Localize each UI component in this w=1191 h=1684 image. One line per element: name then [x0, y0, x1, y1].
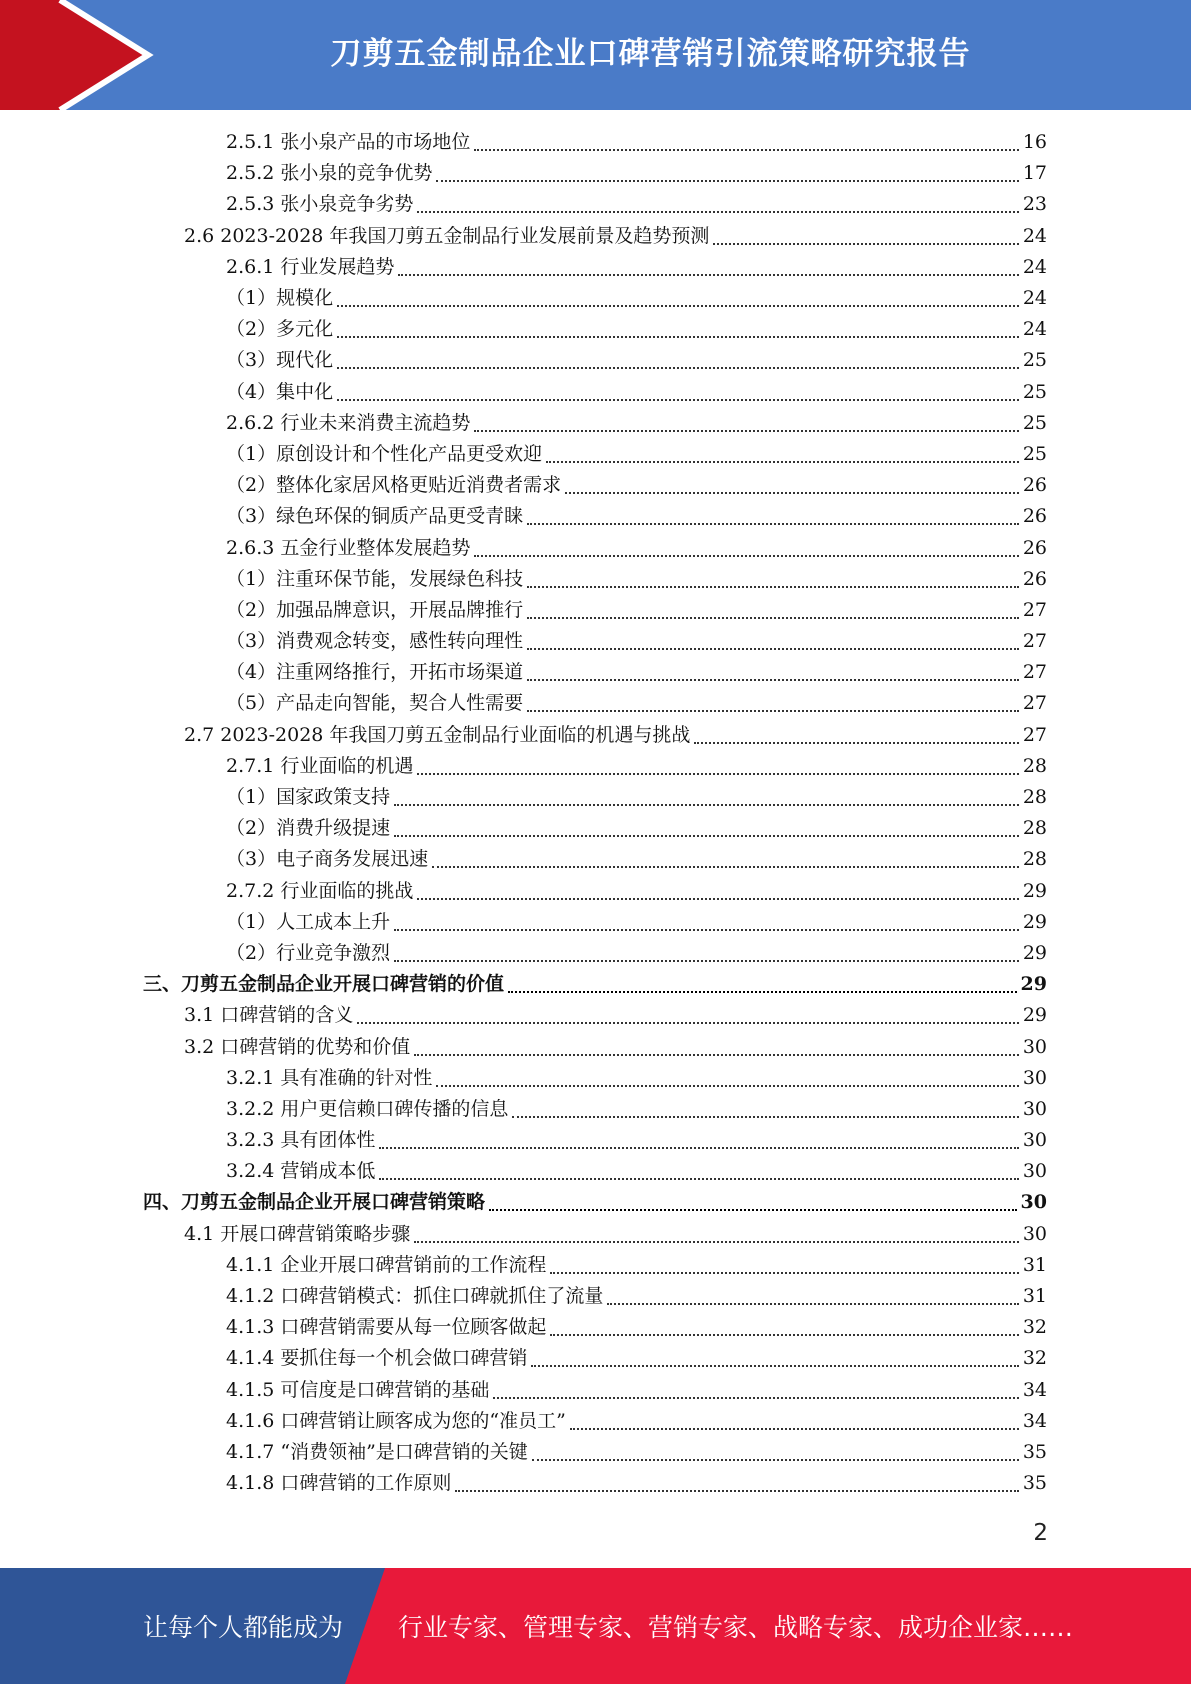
toc-entry-page: 24 [1022, 318, 1047, 341]
toc-entry[interactable] [0, 408, 1191, 439]
toc-entry-label: 2.5.1 张小泉产品的市场地位 [226, 131, 471, 154]
toc-dot-leader [550, 1333, 1018, 1336]
toc-dot-leader [550, 1271, 1018, 1274]
toc-dot-leader [527, 585, 1019, 588]
toc-entry[interactable] [0, 1156, 1191, 1187]
toc-entry-page: 30 [1020, 1191, 1047, 1214]
toc-entry-page: 26 [1022, 567, 1047, 590]
toc-entry[interactable] [0, 1250, 1191, 1281]
toc-entry-label: 2.5.3 张小泉竞争劣势 [226, 193, 414, 216]
toc-dot-leader [694, 741, 1018, 744]
toc-entry[interactable] [0, 751, 1191, 782]
toc-entry-page: 29 [1022, 1004, 1047, 1027]
toc-entry[interactable] [0, 938, 1191, 969]
toc-entry-page: 26 [1022, 474, 1047, 497]
toc-entry-label: （5）产品走向智能，契合人性需要 [226, 692, 524, 715]
toc-entry[interactable] [0, 626, 1191, 657]
toc-entry-label: 4.1.4 要抓住每一个机会做口碑营销 [226, 1347, 528, 1370]
toc-entry[interactable] [0, 1094, 1191, 1125]
toc-entry-label: 4.1.8 口碑营销的工作原则 [226, 1472, 452, 1495]
toc-entry-page: 24 [1022, 287, 1047, 310]
toc-entry[interactable] [0, 1281, 1191, 1312]
toc-entry-label: 2.5.2 张小泉的竞争优势 [226, 162, 433, 185]
toc-entry[interactable] [0, 564, 1191, 595]
toc-dot-leader [474, 554, 1018, 557]
toc-entry-label: （3）电子商务发展迅速 [226, 848, 429, 871]
toc-entry[interactable] [0, 1312, 1191, 1343]
toc-entry-page: 28 [1022, 848, 1047, 871]
toc-entry-label: 四、刀剪五金制品企业开展口碑营销策略 [143, 1191, 486, 1214]
toc-entry-label: 4.1.3 口碑营销需要从每一位顾客做起 [226, 1316, 547, 1339]
toc-entry[interactable] [0, 1375, 1191, 1406]
page-number: 2 [1033, 1520, 1048, 1546]
toc-dot-leader [394, 803, 1019, 806]
toc-entry-label: 3.2.3 具有团体性 [226, 1129, 376, 1152]
toc-dot-leader [432, 865, 1019, 868]
toc-entry-label: 4.1.2 口碑营销模式：抓住口碑就抓住了流量 [226, 1285, 604, 1308]
toc-dot-leader [474, 429, 1018, 432]
toc-entry[interactable] [0, 189, 1191, 220]
toc-entry[interactable] [0, 1406, 1191, 1437]
toc-entry-label: 3.2.2 用户更信赖口碑传播的信息 [226, 1097, 509, 1120]
toc-entry[interactable] [0, 283, 1191, 314]
toc-entry-page: 30 [1022, 1129, 1047, 1152]
toc-entry[interactable] [0, 252, 1191, 283]
toc-entry[interactable] [0, 688, 1191, 719]
toc-entry[interactable] [0, 595, 1191, 626]
toc-entry-page: 34 [1022, 1409, 1047, 1432]
toc-entry-page: 35 [1022, 1440, 1047, 1463]
toc-entry[interactable] [0, 1031, 1191, 1062]
toc-entry[interactable] [0, 470, 1191, 501]
toc-entry-label: 4.1.5 可信度是口碑营销的基础 [226, 1378, 490, 1401]
toc-entry-label: （1）注重环保节能，发展绿色科技 [226, 567, 524, 590]
toc-dot-leader [527, 647, 1019, 650]
toc-dot-leader [394, 959, 1019, 962]
toc-entry-label: （1）国家政策支持 [226, 786, 391, 809]
toc-entry-label: （1）规模化 [226, 287, 334, 310]
footer-slogan-right: 行业专家、管理专家、营销专家、战略专家、成功企业家…… [398, 1613, 1074, 1642]
toc-entry-page: 30 [1022, 1066, 1047, 1089]
toc-entry-label: （1）原创设计和个性化产品更受欢迎 [226, 442, 543, 465]
toc-dot-leader [527, 616, 1019, 619]
toc-entry-label: 3.2.1 具有准确的针对性 [226, 1066, 433, 1089]
toc-entry-label: 3.2 口碑营销的优势和价值 [184, 1035, 411, 1058]
toc-dot-leader [527, 522, 1019, 525]
toc-dot-leader [489, 1208, 1017, 1211]
toc-dot-leader [527, 709, 1019, 712]
toc-dot-leader [493, 1396, 1018, 1399]
toc-dot-leader [436, 179, 1018, 182]
toc-entry-page: 28 [1022, 786, 1047, 809]
toc-entry-page: 30 [1022, 1097, 1047, 1120]
toc-entry-page: 26 [1022, 505, 1047, 528]
toc-entry-page: 28 [1022, 754, 1047, 777]
footer-slogan-left: 让每个人都能成为 [143, 1613, 344, 1642]
toc-dot-leader [570, 1427, 1019, 1430]
toc-entry[interactable] [0, 501, 1191, 532]
toc-dot-leader [357, 1021, 1019, 1024]
toc-entry[interactable] [0, 969, 1191, 1000]
toc-entry-label: 3.2.4 营销成本低 [226, 1160, 376, 1183]
toc-dot-leader [546, 460, 1019, 463]
toc-entry[interactable] [0, 876, 1191, 907]
toc-entry-label: （2）加强品牌意识，开展品牌推行 [226, 598, 524, 621]
toc-dot-leader [474, 148, 1018, 151]
toc-entry-label: （4）注重网络推行，开拓市场渠道 [226, 661, 524, 684]
toc-entry[interactable] [0, 844, 1191, 875]
toc-entry-label: 4.1.1 企业开展口碑营销前的工作流程 [226, 1253, 547, 1276]
toc-entry-page: 29 [1022, 941, 1047, 964]
toc-entry[interactable] [0, 314, 1191, 345]
toc-entry-label: 4.1 开展口碑营销策略步骤 [184, 1222, 411, 1245]
page-footer [0, 1568, 1191, 1684]
toc-entry-page: 27 [1022, 661, 1047, 684]
toc-dot-leader [337, 335, 1019, 338]
toc-entry-label: （4）集中化 [226, 380, 334, 403]
toc-dot-leader [379, 1177, 1018, 1180]
toc-dot-leader [436, 1084, 1018, 1087]
toc-entry-label: 三、刀剪五金制品企业开展口碑营销的价值 [143, 973, 505, 996]
toc-dot-leader [527, 678, 1019, 681]
toc-entry-page: 29 [1020, 973, 1047, 996]
toc-entry[interactable] [0, 657, 1191, 688]
toc-entry-label: （2）整体化家居风格更贴近消费者需求 [226, 474, 562, 497]
toc-entry[interactable] [0, 439, 1191, 470]
toc-entry[interactable] [0, 1468, 1191, 1499]
toc-entry-label: （3）现代化 [226, 349, 334, 372]
toc-dot-leader [713, 242, 1018, 245]
toc-entry[interactable] [0, 1343, 1191, 1374]
toc-entry-label: 2.6.1 行业发展趋势 [226, 255, 395, 278]
toc-entry-page: 34 [1022, 1378, 1047, 1401]
toc-entry[interactable] [0, 345, 1191, 376]
toc-entry[interactable] [0, 720, 1191, 751]
toc-entry-page: 25 [1022, 442, 1047, 465]
toc-dot-leader [417, 897, 1018, 900]
toc-dot-leader [337, 398, 1019, 401]
toc-entry-page: 30 [1022, 1160, 1047, 1183]
toc-entry-label: 2.6 2023-2028 年我国刀剪五金制品行业发展前景及趋势预测 [184, 224, 710, 247]
toc-entry[interactable] [0, 1187, 1191, 1218]
toc-entry-label: 2.6.3 五金行业整体发展趋势 [226, 536, 471, 559]
toc-dot-leader [531, 1364, 1018, 1367]
toc-dot-leader [565, 491, 1019, 494]
toc-entry-label: 4.1.6 口碑营销让顾客成为您的“准员工” [226, 1409, 566, 1432]
toc-entry[interactable] [0, 1000, 1191, 1031]
toc-dot-leader [607, 1302, 1018, 1305]
toc-entry-label: 2.7.1 行业面临的机遇 [226, 754, 414, 777]
toc-entry-page: 27 [1022, 598, 1047, 621]
toc-entry-page: 23 [1022, 193, 1047, 216]
toc-entry-page: 24 [1022, 224, 1047, 247]
toc-dot-leader [398, 273, 1018, 276]
toc-dot-leader [414, 1053, 1019, 1056]
toc-dot-leader [394, 834, 1019, 837]
toc-entry-page: 31 [1022, 1253, 1047, 1276]
report-title: 刀剪五金制品企业口碑营销引流策略研究报告 [330, 35, 971, 72]
toc-entry-page: 26 [1022, 536, 1047, 559]
toc-entry-page: 30 [1022, 1222, 1047, 1245]
toc-dot-leader [532, 1458, 1019, 1461]
page-header [0, 0, 1191, 110]
toc-entry-page: 24 [1022, 255, 1047, 278]
toc-dot-leader [414, 1240, 1019, 1243]
toc-entry-label: （3）消费观念转变，感性转向理性 [226, 630, 524, 653]
toc-entry-label: 4.1.7 “消费领袖”是口碑营销的关键 [226, 1440, 528, 1463]
toc-entry-page: 27 [1022, 630, 1047, 653]
toc-entry-label: 2.6.2 行业未来消费主流趋势 [226, 411, 471, 434]
toc-dot-leader [455, 1489, 1018, 1492]
toc-entry[interactable] [0, 158, 1191, 189]
toc-entry[interactable] [0, 782, 1191, 813]
toc-entry-page: 27 [1022, 692, 1047, 715]
toc-entry[interactable] [0, 907, 1191, 938]
toc-entry-page: 25 [1022, 411, 1047, 434]
toc-dot-leader [417, 772, 1018, 775]
table-of-contents [0, 127, 1191, 1499]
toc-dot-leader [379, 1146, 1018, 1149]
toc-entry-page: 29 [1022, 910, 1047, 933]
toc-entry-page: 25 [1022, 380, 1047, 403]
toc-entry[interactable] [0, 1063, 1191, 1094]
toc-entry-page: 27 [1022, 723, 1047, 746]
toc-entry-page: 30 [1022, 1035, 1047, 1058]
toc-entry-page: 35 [1022, 1472, 1047, 1495]
toc-dot-leader [337, 366, 1019, 369]
toc-entry-page: 29 [1022, 879, 1047, 902]
toc-entry[interactable] [0, 377, 1191, 408]
toc-dot-leader [394, 928, 1019, 931]
toc-entry[interactable] [0, 1437, 1191, 1468]
toc-entry-label: 2.7 2023-2028 年我国刀剪五金制品行业面临的机遇与挑战 [184, 723, 691, 746]
toc-entry-label: 2.7.2 行业面临的挑战 [226, 879, 414, 902]
toc-entry-page: 32 [1022, 1347, 1047, 1370]
toc-dot-leader [508, 990, 1017, 993]
toc-entry-label: （2）多元化 [226, 318, 334, 341]
toc-entry-page: 32 [1022, 1316, 1047, 1339]
toc-entry[interactable] [0, 813, 1191, 844]
toc-dot-leader [512, 1115, 1018, 1118]
toc-entry-page: 17 [1022, 162, 1047, 185]
toc-entry-page: 25 [1022, 349, 1047, 372]
toc-entry-label: （3）绿色环保的铜质产品更受青睐 [226, 505, 524, 528]
toc-entry[interactable] [0, 1219, 1191, 1250]
toc-entry-page: 16 [1022, 131, 1047, 154]
toc-entry-label: （1）人工成本上升 [226, 910, 391, 933]
toc-dot-leader [337, 304, 1019, 307]
toc-entry[interactable] [0, 1125, 1191, 1156]
toc-entry[interactable] [0, 221, 1191, 252]
toc-entry-label: （2）消费升级提速 [226, 817, 391, 840]
toc-entry[interactable] [0, 532, 1191, 563]
toc-entry[interactable] [0, 127, 1191, 158]
toc-entry-page: 31 [1022, 1285, 1047, 1308]
toc-entry-label: 3.1 口碑营销的含义 [184, 1004, 354, 1027]
toc-entry-page: 28 [1022, 817, 1047, 840]
toc-dot-leader [417, 210, 1018, 213]
toc-entry-label: （2）行业竞争激烈 [226, 941, 391, 964]
